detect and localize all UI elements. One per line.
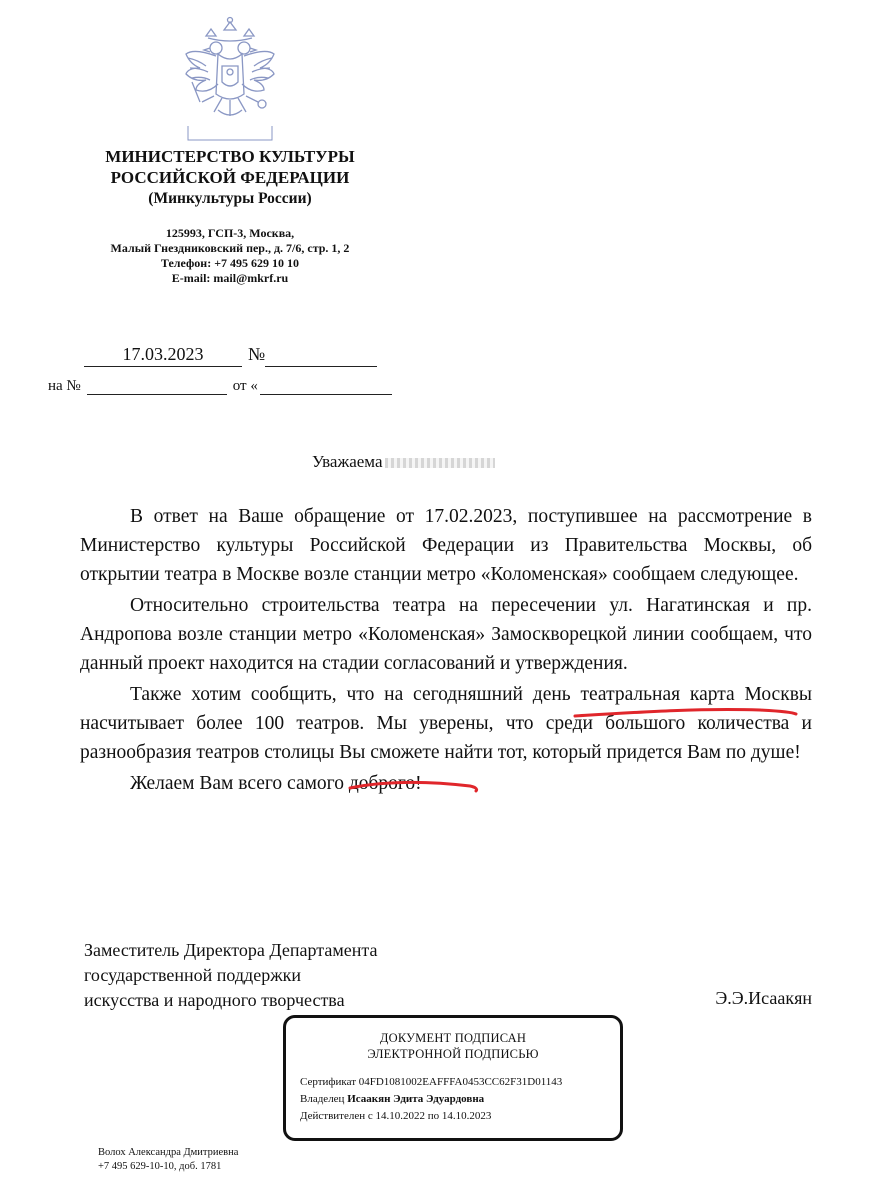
ref-number-label: на № (48, 378, 81, 394)
ministry-address (40, 226, 420, 286)
email: E-mail: mail@mkrf.ru (171, 271, 289, 285)
executor-phone: +7 495 629-10-10, доб. 1781 (98, 1161, 222, 1172)
redacted-name (385, 458, 495, 468)
position-line2: государственной поддержки (84, 965, 302, 985)
paragraph-1: В ответ на Ваше обращение от 17.02.2023, поступившее на рассмотрение в Министерство культуры Российской Федерации из Правительства Москвы, об открытии театра в Москве возле станции метро «Коломенская» сообщаем следующее. (80, 506, 812, 585)
paragraph-2: Относительно строительства театра на пересечении ул. Нагатинская и пр. Андропова возле станции метро «Коломенская» Замоскворецкой линии сообщаем, что данный проект находится на стадии согласований и утверждения. (80, 595, 812, 674)
ministry-short-name: (Минкультуры России) (148, 190, 312, 207)
paragraph-3: Также хотим сообщить, что на сегодняшний день театральная карта Москвы насчитывает более 100 театров. Мы уверены, что среди большого количества и разнообразия театров столицы Вы сможете найти тот, который придется Вам по душе! (80, 684, 812, 763)
russian-coat-of-arms-icon (178, 14, 282, 142)
ministry-name-line2: РОССИЙСКОЙ ФЕДЕРАЦИИ (110, 168, 350, 187)
ministry-header (40, 146, 420, 209)
address-line1: 125993, ГСП-3, Москва, (165, 226, 295, 240)
paragraph-4: Желаем Вам всего самого доброго! (130, 773, 422, 794)
signatory-position (84, 938, 377, 1013)
ref-number-blank (87, 380, 227, 395)
number-blank (265, 348, 377, 367)
letter-date: 17.03.2023 (84, 344, 242, 367)
number-label: № (248, 344, 266, 364)
ref-from-blank (260, 380, 392, 395)
ministry-name-line1: МИНИСТЕРСТВО КУЛЬТУРЫ (105, 147, 355, 166)
signatory-name: Э.Э.Исаакян (715, 988, 812, 1008)
registration-line (84, 344, 444, 367)
greeting (312, 452, 495, 472)
stamp-details (300, 1074, 620, 1125)
stamp-certificate: Сертификат 04FD1081002EAFFFA0453CC62F31D01143 (300, 1076, 563, 1088)
electronic-signature-stamp (283, 1015, 623, 1141)
ref-from-label: от « (232, 378, 258, 394)
stamp-title (286, 1030, 620, 1062)
position-line1: Заместитель Директора Департамента (84, 940, 378, 960)
reference-line (48, 378, 428, 395)
executor-info (98, 1146, 238, 1174)
address-line2: Малый Гнездниковский пер., д. 7/6, стр. 1, 2 (110, 241, 350, 255)
executor-name: Волох Александра Дмитриевна (98, 1147, 239, 1158)
stamp-title-line2: ЭЛЕКТРОННОЙ ПОДПИСЬЮ (367, 1047, 539, 1061)
stamp-validity: Действителен с 14.10.2022 по 14.10.2023 (300, 1110, 492, 1122)
stamp-title-line1: ДОКУМЕНТ ПОДПИСАН (379, 1031, 527, 1045)
greeting-text: Уважаема (312, 452, 383, 471)
position-line3: искусства и народного творчества (84, 990, 345, 1010)
letter-body (80, 502, 812, 798)
phone: Телефон: +7 495 629 10 10 (160, 256, 300, 270)
stamp-owner: Владелец Исаакян Эдита Эдуардовна (300, 1093, 485, 1105)
